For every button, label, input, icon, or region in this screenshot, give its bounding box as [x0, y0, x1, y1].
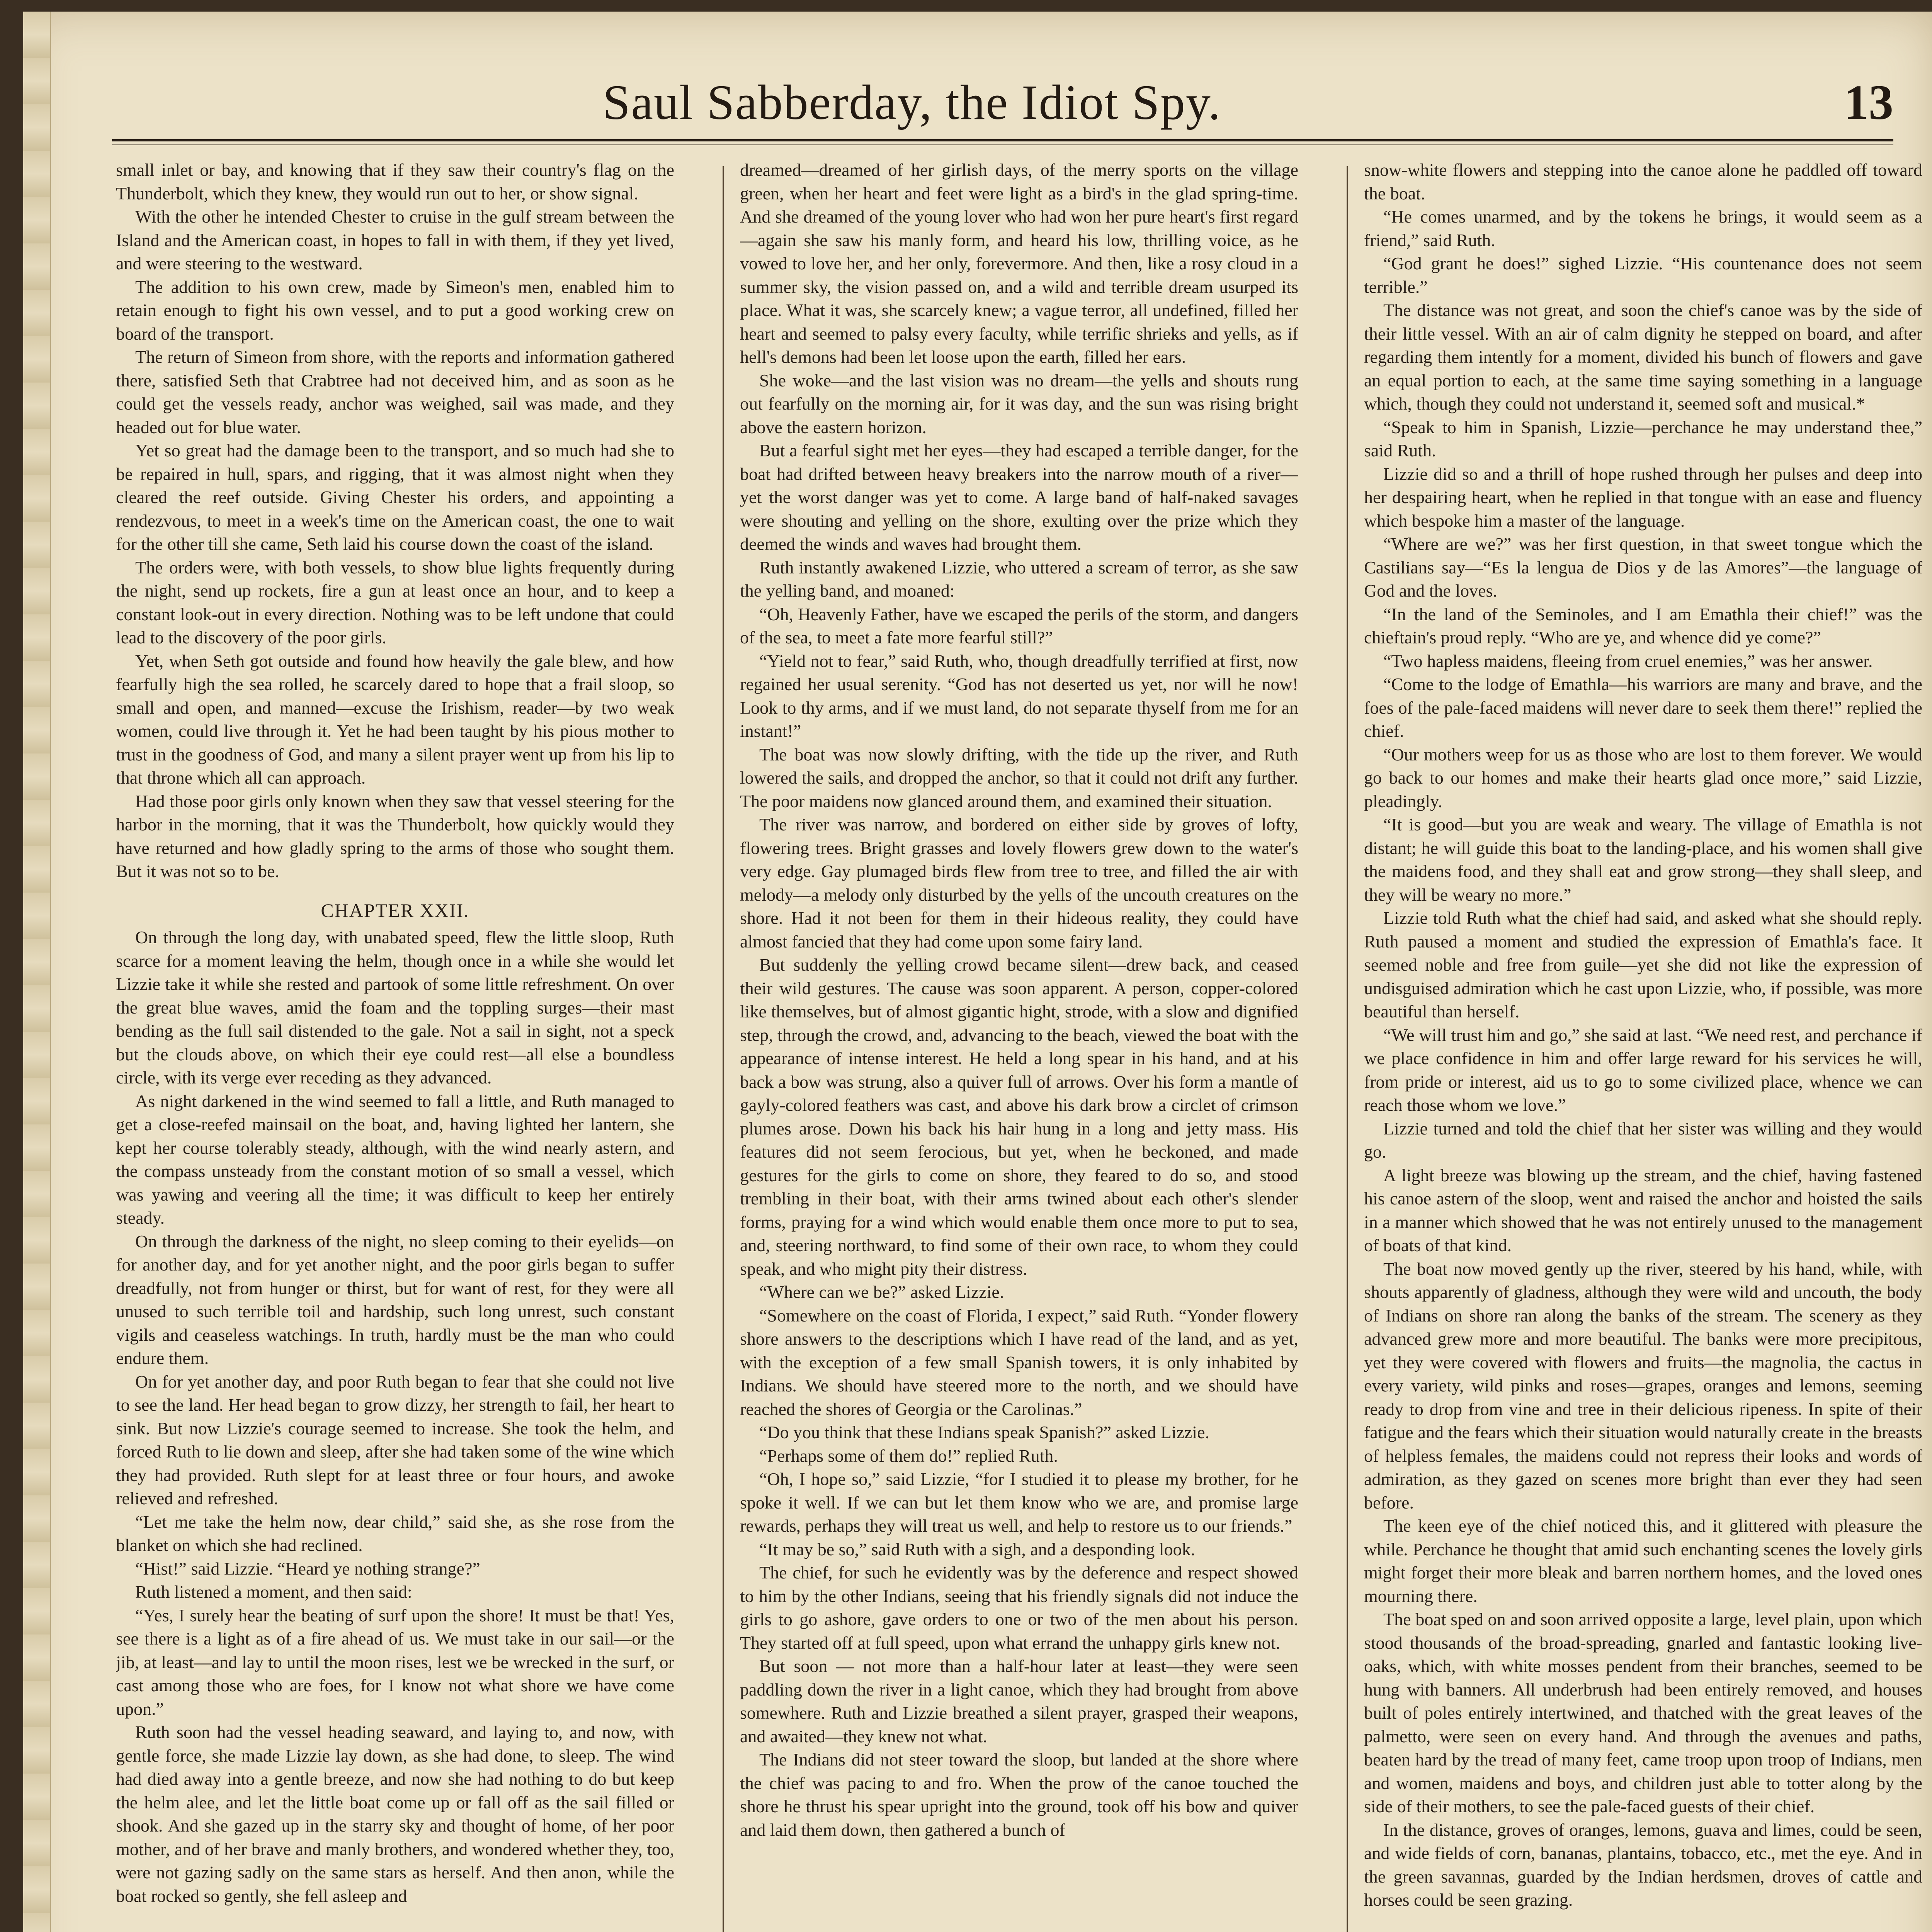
paragraph: “Speak to him in Spanish, Lizzie—perchance he may understand thee,” said Ruth. — [1364, 417, 1922, 460]
paragraph: The chief, for such he evidently was by the deference and respect showed to him by the other Indians, seeing that his friendly signals did not induce the girls to go ashore, gave orders to one or two of the men about his person. They started off at full speed, upon what errand the unhappy girls knew not. — [740, 1563, 1298, 1653]
paragraph: dreamed—dreamed of her girlish days, of the merry sports on the village green, when her heart and feet were light as a bird's in the glad spring-time. And she dreamed of the young lover who had won her pure heart's first regard—again she saw his manly form, and heard his low, thrilling voice, as he vowed to love her, and her only, forevermore. And then, like a rosy cloud in a summer sky, the vision passed on, and a wild and terrible dream usurped its place. What it was, she scarcely knew; a vague terror, all undefined, filled her heart and seemed to palsy every faculty, while terrific shrieks and yells, as if hell's demons had been let loose upon the earth, filled her ears. — [740, 160, 1298, 367]
paragraph: “Somewhere on the coast of Florida, I expect,” said Ruth. “Yonder flowery shore answers to the descriptions which I have read of the land, and as yet, with the exception of a few small Spanish towers, it is only inhabited by Indians. We should have steered more to the north, and we should have reached the shores of Georgia or the Carolinas.” — [740, 1305, 1298, 1419]
paragraph: “Yes, I surely hear the beating of surf upon the shore! It must be that! Yes, see there is a light as of a fire ahead of us. We must take in our sail—or the jib, at least—and lay to until the moon rises, lest we be wrecked in the surf, or cast among those who are foes, for I know not what shore we have come upon.” — [116, 1605, 674, 1719]
paragraph: The river was narrow, and bordered on either side by groves of lofty, flowering trees. Bright grasses and lovely flowers grew down to the water's very edge. Gay plumaged birds flew from tree to tree, and filled the air with melody—a melody only disturbed by the yells of the uncouth creatures on the shore. Had it not been for them in their hideous reality, they could have almost fancied that they had come upon some fairy land. — [740, 815, 1298, 951]
paragraph: “Perhaps some of them do!” replied Ruth. — [759, 1446, 1058, 1466]
paragraph: “Oh, I hope so,” said Lizzie, “for I studied it to please my brother, for he spoke it well. If we can but let them know who we are, and promise large rewards, perhaps they will treat us well, and help to restore us to our friends.” — [740, 1469, 1298, 1536]
paragraph: “It is good—but you are weak and weary. The village of Emathla is not distant; he will guide this boat to the landing-place, and his women shall give the maidens food, and they shall eat and grow strong—they shall sleep, and they will be weary no more.” — [1364, 815, 1922, 905]
paragraph: She woke—and the last vision was no dream—the yells and shouts rung out fearfully on the morning air, for it was day, and the sun was rising bright above the eastern horizon. — [740, 370, 1298, 437]
paragraph: “It may be so,” said Ruth with a sigh, and a desponding look. — [759, 1539, 1196, 1559]
paragraph: “Two hapless maidens, fleeing from cruel enemies,” was her answer. — [1383, 651, 1873, 671]
paragraph: A light breeze was blowing up the stream, and the chief, having fastened his canoe astern of the sloop, went and raised the anchor and hoisted the sails in a manner which showed that he was not entirely unused to the management of boats of that kind. — [1364, 1165, 1922, 1255]
paragraph: Lizzie did so and a thrill of hope rushed through her pulses and deep into her despairing heart, when he replied in that tongue with an ease and fluency which bespoke him a master of the language. — [1364, 464, 1922, 531]
paragraph: small inlet or bay, and knowing that if they saw their country's flag on the Thunderbolt, which they knew, they would run out to her, or show signal. — [116, 160, 674, 203]
paragraph: “He comes unarmed, and by the tokens he brings, it would seem as a friend,” said Ruth. — [1364, 207, 1922, 250]
paragraph: The boat sped on and soon arrived opposite a large, level plain, upon which stood thousands of the broad-spreading, gnarled and fantastic looking live-oaks, which, with white mosses pendent from their branches, seemed to be hung with banners. All underbrush had been entirely removed, and houses built of poles entirely intertwined, and thatched with the great leaves of the palmetto, were seen on every hand. And through the avenues and paths, beaten hard by the tread of many feet, came troop upon troop of Indians, men and women, maidens and boys, and children just able to totter along by the side of their mothers, to see the pale-faced guests of their chief. — [1364, 1609, 1922, 1816]
paragraph: The keen eye of the chief noticed this, and it glittered with pleasure the while. Perchance he thought that amid such enchanting scenes the lovely girls might forget their more bleak and barren northern homes, and the loved ones mourning there. — [1364, 1516, 1922, 1606]
paragraph: But a fearful sight met her eyes—they had escaped a terrible danger, for the boat had drifted between heavy breakers into the narrow mouth of a river—yet the worst danger was yet to come. A large band of half-naked savages were shouting and yelling on the shore, exulting over the prize which they deemed the winds and waves had brought them. — [740, 440, 1298, 554]
paragraph: Had those poor girls only known when they saw that vessel steering for the harbor in the morning, that it was the Thunderbolt, how quickly would they have returned and how gladly spring to the arms of those who sought them. But it was not so to be. — [116, 791, 674, 881]
paragraph: “Let me take the helm now, dear child,” said she, as she rose from the blanket on which she had reclined. — [116, 1512, 674, 1555]
paragraph: snow-white flowers and stepping into the canoe alone he paddled off toward the boat. — [1364, 160, 1922, 203]
paragraph: “In the land of the Seminoles, and I am Emathla their chief!” was the chieftain's proud reply. “Who are ye, and whence did ye come?” — [1364, 604, 1922, 647]
paragraph: “Oh, Heavenly Father, have we escaped the perils of the storm, and dangers of the sea, to meet a fate more fearful still?” — [740, 604, 1298, 647]
column-divider — [723, 166, 724, 1932]
header-rule — [112, 139, 1893, 145]
paragraph: “Hist!” said Lizzie. “Heard ye nothing strange?” — [135, 1558, 480, 1578]
paragraph: Ruth instantly awakened Lizzie, who uttered a scream of terror, as she saw the yelling band, and moaned: — [740, 557, 1298, 600]
text-column-3 — [1364, 158, 1922, 1932]
paragraph: On through the darkness of the night, no sleep coming to their eyelids—on for another day, and for yet another night, and the poor girls began to suffer dreadfully, not from hunger or thirst, but for want of rest, for they were all unused to such terrible toil and hardship, such long unrest, such constant vigils and ceaseless watchings. In truth, hardly must be the man who could endure them. — [116, 1231, 674, 1368]
paragraph: The boat now moved gently up the river, steered by his hand, while, with shouts apparently of gladness, although they were wild and uncouth, the body of Indians on shore ran along the banks of the stream. The scenery as they advanced grew more and more beautiful. The banks were more precipitous, yet they were covered with flowers and fruits—the magnolia, the cactus in every variety, wild pinks and roses—grapes, oranges and lemons, seeming ready to drop from vine and tree in their delicious ripeness. In spite of their fatigue and the fears which their situation would naturally create in the breasts of helpless females, the maidens could not repress their looks and words of admiration, as they gazed on scenes more bright than ever they had seen before. — [1364, 1259, 1922, 1512]
page-number: 13 — [1844, 75, 1893, 130]
binding-edge — [23, 12, 51, 1932]
paragraph: “Come to the lodge of Emathla—his warriors are many and brave, and the foes of the pale-faced maidens will never dare to seek them there!” replied the chief. — [1364, 674, 1922, 741]
newspaper-page — [23, 12, 1932, 1932]
text-column-2 — [740, 158, 1298, 1932]
paragraph: Ruth listened a moment, and then said: — [135, 1582, 412, 1602]
paragraph: On through the long day, with unabated speed, flew the little sloop, Ruth scarce for a moment leaving the helm, though once in a while she would let Lizzie take it while she rested and partook of some little refreshment. On over the great blue waves, amid the foam and the toppling surges—their mast bending as the full sail distended to the gale. Not a sail in sight, not a speck but the clouds above, on which their eye could rest—all else a boundless circle, with its verge ever receding as they advanced. — [116, 927, 674, 1087]
paragraph: The Indians did not steer toward the sloop, but landed at the shore where the chief was pacing to and fro. When the prow of the canoe touched the shore he thrust his spear upright into the ground, took off his bow and quiver and laid them down, then gathered a bunch of — [740, 1750, 1298, 1840]
text-column-1 — [116, 158, 674, 1932]
paragraph: The addition to his own crew, made by Simeon's men, enabled him to retain enough to fight his own vessel, and to put a good working crew on board of the transport. — [116, 277, 674, 344]
paragraph: “We will trust him and go,” she said at last. “We need rest, and perchance if we place confidence in him and offer large reward for his services he will, from pride or interest, aid us to go to some civilized place, whence we can reach those whom we love.” — [1364, 1025, 1922, 1115]
paragraph: In the distance, groves of oranges, lemons, guava and limes, could be seen, and wide fields of corn, bananas, plantains, tobacco, etc., met the eye. And in the green savannas, guarded by the Indian herdsmen, droves of cattle and horses could be seen grazing. — [1364, 1820, 1922, 1910]
paragraph: Ruth soon had the vessel heading seaward, and laying to, and now, with gentle force, she made Lizzie lay down, as she had done, to sleep. The wind had died away into a gentle breeze, and now she had nothing to do but keep the helm alee, and let the little boat come up or fall off as the sail filled or shook. And she gazed up in the starry sky and thought of home, of her poor mother, and of her brave and manly brothers, and wondered whether they, too, were not gazing sadly on the same stars as herself. And then anon, while the boat rocked so gently, she fell asleep and — [116, 1722, 674, 1906]
paragraph: Yet so great had the damage been to the transport, and so much had she to be repaired in hull, spars, and rigging, that it was almost night when they cleared the reef outside. Giving Chester his orders, and appointing a rendezvous, to meet in a week's time on the American coast, the one to wait for the other till she came, Seth laid his course down the coast of the island. — [116, 440, 674, 554]
paragraph: The boat was now slowly drifting, with the tide up the river, and Ruth lowered the sails, and dropped the anchor, so that it could not drift any further. The poor maidens now glanced around them, and examined their situation. — [740, 744, 1298, 811]
paragraph: The distance was not great, and soon the chief's canoe was by the side of their little vessel. With an air of calm dignity he stepped on board, and after regarding them intently for a moment, divided his bunch of flowers and gave an equal portion to each, at the same time saying something in a language which, though they could not understand it, seemed soft and musical.* — [1364, 300, 1922, 413]
paragraph: But soon — not more than a half-hour later at least—they were seen paddling down the river in a light canoe, which they had brought from above somewhere. Ruth and Lizzie breathed a silent prayer, grasped their weapons, and awaited—they knew not what. — [740, 1656, 1298, 1746]
paragraph: “Where are we?” was her first question, in that sweet tongue which the Castilians say—“Es la lengua de Dios y de las Amores”—the language of God and the loves. — [1364, 534, 1922, 600]
paragraph: With the other he intended Chester to cruise in the gulf stream between the Island and the American coast, in hopes to fall in with them, if they yet lived, and were steering to the westward. — [116, 207, 674, 273]
paragraph: “Yield not to fear,” said Ruth, who, though dreadfully terrified at first, now regained her usual serenity. “God has not deserted us yet, nor will he now! Look to thy arms, and if we must land, do not separate thyself from me for an instant!” — [740, 651, 1298, 741]
paragraph: The orders were, with both vessels, to show blue lights frequently during the night, send up rockets, fire a gun at least once an hour, and to keep a constant look-out in every direction. Nothing was to be left undone that could lead to the discovery of the poor girls. — [116, 557, 674, 647]
paragraph: “God grant he does!” sighed Lizzie. “His countenance does not seem terrible.” — [1364, 253, 1922, 297]
paragraph: As night darkened in the wind seemed to fall a little, and Ruth managed to get a close-reefed mainsail on the boat, and, having lighted her lantern, she kept her course tolerably steady, although, with the wind nearly astern, and the compass unsteady from the constant motion of so small a vessel, which was yawing and veering all the time; it was difficult to keep her entirely steady. — [116, 1091, 674, 1228]
page-title: Saul Sabberday, the Idiot Spy. — [603, 75, 1221, 130]
paragraph: “Where can we be?” asked Lizzie. — [759, 1282, 1004, 1302]
paragraph: The return of Simeon from shore, with the reports and information gathered there, satisfied Seth that Crabtree had not deceived him, and as soon as he could get the vessels ready, anchor was weighed, sail was made, and they headed out for blue water. — [116, 347, 674, 437]
paragraph: Lizzie told Ruth what the chief had said, and asked what she should reply. Ruth paused a moment and studied the expression of Emathla's face. It seemed noble and free from guile—yet she did not like the expression of undisguised admiration which he cast upon Lizzie, who, if possible, was more beautiful than herself. — [1364, 908, 1922, 1021]
paragraph: But suddenly the yelling crowd became silent—drew back, and ceased their wild gestures. The cause was soon apparent. A person, copper-colored like themselves, but of almost gigantic hight, strode, with a slow and dignified step, through the crowd, and, advancing to the beach, viewed the boat with the appearance of intense interest. He held a long spear in his hand, and at his back a bow was strung, also a quiver full of arrows. Over his form a mantle of gayly-colored feathers was cast, and above his dark brow a circlet of crimson plumes arose. Down his back his hair hung in a long and jetty mass. His features did not seem ferocious, but yet, when he beckoned, and made gestures for the girls to come on shore, they feared to do so, and stood trembling in their boat, with their arms twined about each other's slender forms, praying for a wind which would enable them once more to put to sea, and, steering northward, to find some of their own race, to whom they could speak, and who might pity their distress. — [740, 955, 1298, 1279]
paragraph: Yet, when Seth got outside and found how heavily the gale blew, and how fearfully high the sea rolled, he scarcely dared to hope that a frail sloop, so small and open, and manned—excuse the Irishism, reader—by two weak women, could live through it. Yet he had been taught by his pious mother to trust in the goodness of God, and many a silent prayer went up from his lip to that throne which all can approach. — [116, 651, 674, 787]
paragraph: “Do you think that these Indians speak Spanish?” asked Lizzie. — [759, 1422, 1210, 1442]
paragraph: “Our mothers weep for us as those who are lost to them forever. We would go back to our homes and make their hearts glad once more,” said Lizzie, pleadingly. — [1364, 744, 1922, 811]
page-header — [603, 70, 1893, 135]
paragraph: Lizzie turned and told the chief that her sister was willing and they would go. — [1364, 1118, 1922, 1162]
paragraph: On for yet another day, and poor Ruth began to fear that she could not live to see the land. Her head began to grow dizzy, her strength to fail, her heart to sink. But now Lizzie's courage seemed to increase. She took the helm, and forced Ruth to lie down and sleep, after she had taken some of the wine which they had provided. Ruth slept for at least three or four hours, and awoke relieved and refreshed. — [116, 1371, 674, 1508]
column-divider — [1347, 166, 1348, 1932]
chapter-heading: CHAPTER XXII. — [321, 899, 469, 921]
